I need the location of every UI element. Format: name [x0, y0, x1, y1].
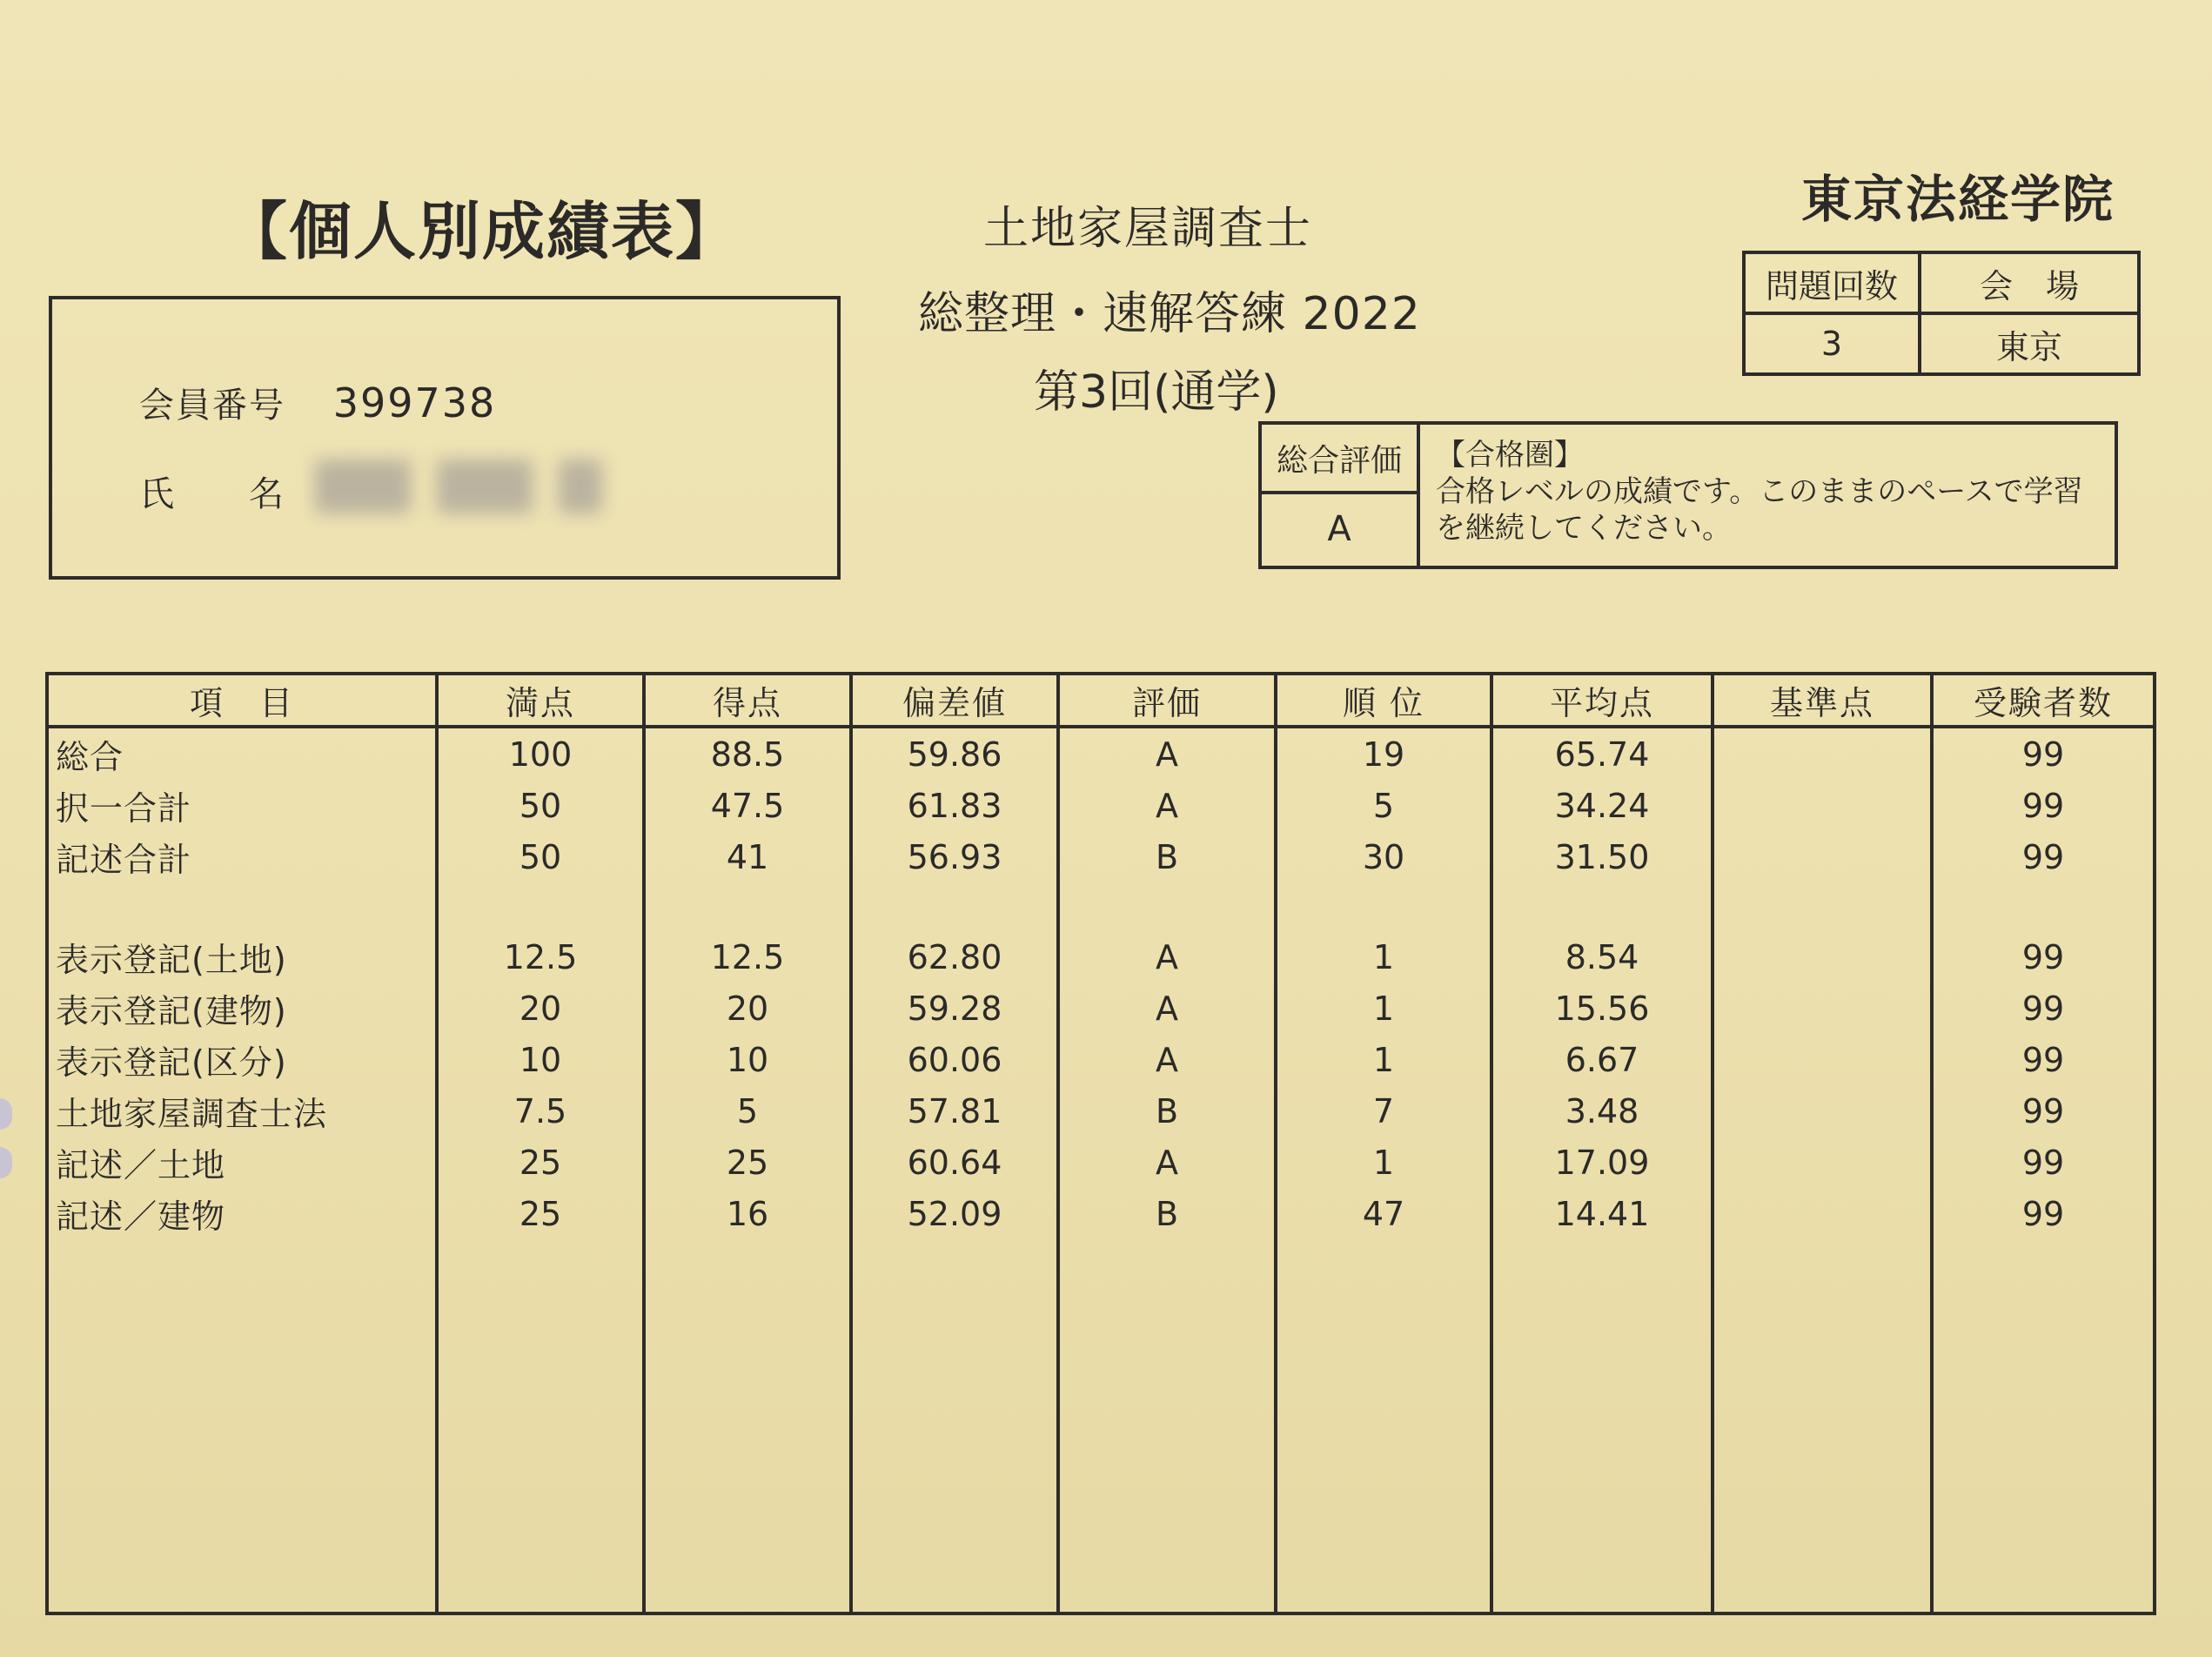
table-row — [47, 1137, 2155, 1188]
binder-ring — [0, 1098, 12, 1130]
empty-cell — [851, 1239, 1058, 1613]
exam-info-table — [1742, 251, 2141, 376]
overall-evaluation-box — [1258, 421, 2118, 569]
cell-rank — [1276, 882, 1491, 931]
cell-score: 12.5 — [644, 931, 851, 983]
exam-title: 土地家屋調査士 — [983, 203, 1313, 255]
cell-item: 表示登記(建物) — [47, 983, 437, 1034]
header-score: 得点 — [644, 674, 851, 727]
cell-score: 20 — [644, 983, 851, 1034]
cell-average: 17.09 — [1491, 1137, 1713, 1188]
cell-average: 3.48 — [1491, 1085, 1713, 1137]
cell-deviation: 57.81 — [851, 1085, 1058, 1137]
cell-examinees: 99 — [1932, 831, 2155, 882]
empty-cell — [1491, 1239, 1713, 1613]
organization-name: 東京法経学院 — [1801, 170, 2115, 229]
empty-cell — [47, 1239, 437, 1613]
empty-cell — [644, 1239, 851, 1613]
empty-cell — [1713, 1239, 1932, 1613]
cell-score: 88.5 — [644, 727, 851, 780]
cell-grade: B — [1058, 1188, 1276, 1239]
cell-grade: A — [1058, 1137, 1276, 1188]
cell-full-score: 25 — [437, 1137, 644, 1188]
cell-item: 表示登記(区分) — [47, 1034, 437, 1085]
cell-full-score: 50 — [437, 831, 644, 882]
score-table — [45, 672, 2156, 1615]
cell-rank: 19 — [1276, 727, 1491, 780]
cell-rank: 47 — [1276, 1188, 1491, 1239]
cell-reference-score — [1713, 727, 1932, 780]
cell-grade: A — [1058, 727, 1276, 780]
cell-item: 表示登記(土地) — [47, 931, 437, 983]
cell-average: 14.41 — [1491, 1188, 1713, 1239]
empty-cell — [1276, 1239, 1491, 1613]
cell-rank: 1 — [1276, 1137, 1491, 1188]
cell-reference-score — [1713, 882, 1932, 931]
cell-deviation: 60.06 — [851, 1034, 1058, 1085]
table-row — [47, 1034, 2155, 1085]
cell-reference-score — [1713, 1137, 1932, 1188]
cell-score: 41 — [644, 831, 851, 882]
cell-average: 6.67 — [1491, 1034, 1713, 1085]
cell-deviation: 52.09 — [851, 1188, 1058, 1239]
cell-grade: A — [1058, 780, 1276, 831]
cell-score: 5 — [644, 1085, 851, 1137]
cell-reference-score — [1713, 1188, 1932, 1239]
cell-item: 総合 — [47, 727, 437, 780]
table-row — [47, 727, 2155, 780]
cell-reference-score — [1713, 780, 1932, 831]
table-row — [47, 931, 2155, 983]
cell-reference-score — [1713, 1085, 1932, 1137]
cell-average: 15.56 — [1491, 983, 1713, 1034]
cell-score: 47.5 — [644, 780, 851, 831]
cell-grade: B — [1058, 1085, 1276, 1137]
member-number-label: 会員番号 — [139, 386, 285, 426]
header-rank: 順 位 — [1276, 674, 1491, 727]
info-header-venue: 会 場 — [1920, 252, 2139, 313]
member-info-box — [49, 296, 841, 580]
cell-deviation: 61.83 — [851, 780, 1058, 831]
cell-score: 10 — [644, 1034, 851, 1085]
cell-examinees: 99 — [1932, 727, 2155, 780]
evaluation-grade: A — [1327, 509, 1351, 549]
cell-examinees: 99 — [1932, 931, 2155, 983]
cell-full-score: 20 — [437, 983, 644, 1034]
cell-deviation: 62.80 — [851, 931, 1058, 983]
binder-ring — [0, 1147, 12, 1178]
evaluation-grade-cell — [1262, 425, 1420, 566]
cell-deviation: 60.64 — [851, 1137, 1058, 1188]
info-value-round: 3 — [1744, 313, 1920, 374]
cell-rank: 7 — [1276, 1085, 1491, 1137]
cell-full-score: 10 — [437, 1034, 644, 1085]
cell-rank: 1 — [1276, 1034, 1491, 1085]
cell-grade: A — [1058, 1034, 1276, 1085]
cell-examinees: 99 — [1932, 1137, 2155, 1188]
table-row — [47, 1188, 2155, 1239]
empty-cell — [1932, 1239, 2155, 1613]
cell-average: 8.54 — [1491, 931, 1713, 983]
cell-item: 択一合計 — [47, 780, 437, 831]
cell-average: 34.24 — [1491, 780, 1713, 831]
evaluation-label: 総合評価 — [1262, 425, 1417, 494]
header-average: 平均点 — [1491, 674, 1713, 727]
cell-item: 記述／土地 — [47, 1137, 437, 1188]
cell-full-score — [437, 882, 644, 931]
cell-item — [47, 882, 437, 931]
cell-score — [644, 882, 851, 931]
cell-full-score: 7.5 — [437, 1085, 644, 1137]
cell-rank: 1 — [1276, 931, 1491, 983]
empty-cell — [1058, 1239, 1276, 1613]
cell-item: 記述／建物 — [47, 1188, 437, 1239]
cell-rank: 5 — [1276, 780, 1491, 831]
info-value-venue: 東京 — [1920, 313, 2139, 374]
cell-grade: A — [1058, 983, 1276, 1034]
table-row — [47, 882, 2155, 931]
cell-item: 記述合計 — [47, 831, 437, 882]
table-row — [47, 1085, 2155, 1137]
empty-cell — [437, 1239, 644, 1613]
cell-rank: 30 — [1276, 831, 1491, 882]
cell-full-score: 100 — [437, 727, 644, 780]
table-row — [47, 780, 2155, 831]
info-header-round: 問題回数 — [1744, 252, 1920, 313]
cell-average — [1491, 882, 1713, 931]
header-deviation: 偏差値 — [851, 674, 1058, 727]
redacted-name — [315, 456, 628, 517]
member-name-row — [139, 466, 322, 516]
header-reference-score: 基準点 — [1713, 674, 1932, 727]
cell-examinees: 99 — [1932, 1085, 2155, 1137]
document-title: 【個人別成績表】 — [225, 195, 741, 268]
cell-examinees: 99 — [1932, 1188, 2155, 1239]
table-row — [47, 983, 2155, 1034]
cell-reference-score — [1713, 931, 1932, 983]
cell-deviation: 59.28 — [851, 983, 1058, 1034]
cell-full-score: 50 — [437, 780, 644, 831]
header-item: 項 目 — [47, 674, 437, 727]
member-number-row — [139, 378, 496, 427]
cell-examinees — [1932, 882, 2155, 931]
cell-full-score: 25 — [437, 1188, 644, 1239]
cell-average: 65.74 — [1491, 727, 1713, 780]
cell-deviation — [851, 882, 1058, 931]
evaluation-comment-title: 【合格圏】 — [1436, 438, 1584, 473]
cell-examinees: 99 — [1932, 983, 2155, 1034]
member-number-value: 399738 — [332, 379, 497, 426]
header-examinees: 受験者数 — [1932, 674, 2155, 727]
cell-score: 25 — [644, 1137, 851, 1188]
cell-examinees: 99 — [1932, 1034, 2155, 1085]
cell-score: 16 — [644, 1188, 851, 1239]
header-grade: 評価 — [1058, 674, 1276, 727]
course-name: 総整理・速解答練 2022 — [918, 288, 1421, 340]
cell-item: 土地家屋調査士法 — [47, 1085, 437, 1137]
member-name-label: 氏 名 — [139, 474, 285, 514]
cell-full-score: 12.5 — [437, 931, 644, 983]
cell-deviation: 59.86 — [851, 727, 1058, 780]
header-full-score: 満点 — [437, 674, 644, 727]
table-filler-row — [47, 1239, 2155, 1613]
cell-examinees: 99 — [1932, 780, 2155, 831]
cell-average: 31.50 — [1491, 831, 1713, 882]
evaluation-comment-area — [1436, 437, 2106, 547]
cell-reference-score — [1713, 983, 1932, 1034]
table-row — [47, 831, 2155, 882]
cell-reference-score — [1713, 831, 1932, 882]
cell-grade — [1058, 882, 1276, 931]
cell-deviation: 56.93 — [851, 831, 1058, 882]
cell-reference-score — [1713, 1034, 1932, 1085]
exam-round: 第3回(通学) — [1034, 366, 1279, 419]
cell-rank: 1 — [1276, 983, 1491, 1034]
cell-grade: B — [1058, 831, 1276, 882]
table-header-row — [47, 674, 2155, 727]
cell-grade: A — [1058, 931, 1276, 983]
evaluation-comment: 合格レベルの成績です。このままのペースで学習を継続してください。 — [1436, 474, 2083, 546]
